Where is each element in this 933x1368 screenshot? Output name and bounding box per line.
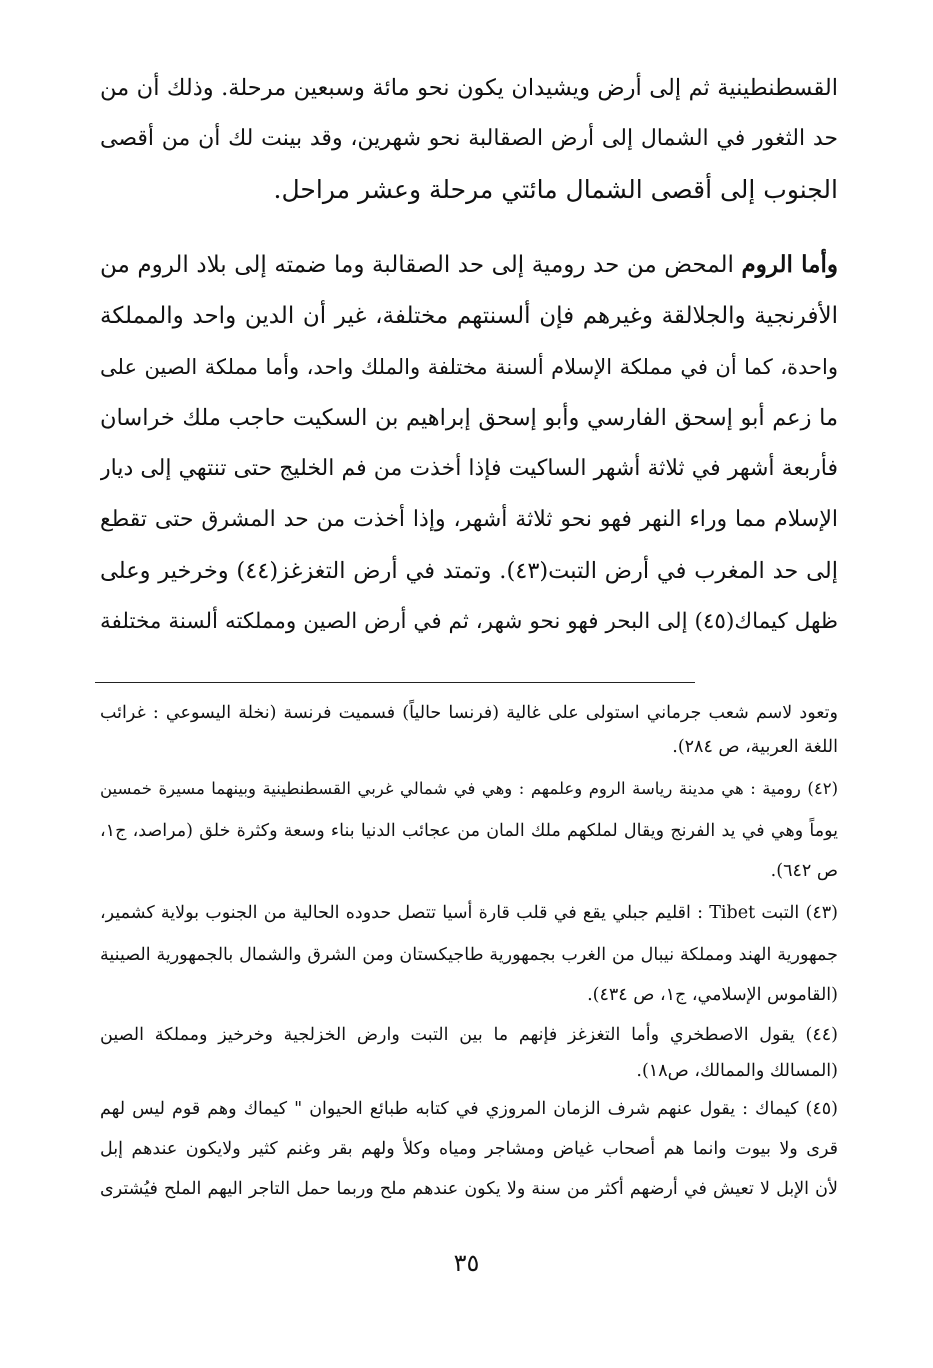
footnote-line: قرى ولا بيوت وانما هم أصحاب غياض ومشاجر ومياه وكلأ ولهم بقر وغنم كثير ولايكون عندهم إبل <box>100 1139 838 1159</box>
footnote-line: (٤٥) كيماك : يقول عنهم شرف الزمان المروزي في كتابه طبائع الحيوان " كيماك وهم قوم ليس لهم <box>100 1099 838 1119</box>
main-text-line: الإسلام مما وراء النهر فهو نحو ثلاثة أشهر، وإذا أخذت من حد المشرق حتى تقطع <box>100 507 838 532</box>
footnote-line: اللغة العربية، ص ٢٨٤). <box>672 737 838 757</box>
footnote-line: وتعود لاسم شعب جرماني استولى على غالية (فرنسا حالياً) فسميت فرنسة (نخلة اليسوعي : غرائب <box>100 703 838 723</box>
footnote-line: جمهورية الهند ومملكة نيبال من الغرب بجمهورية طاجيكستان ومن الشرق والشمال بالجمهورية الصينية <box>100 945 838 965</box>
main-text-line <box>100 243 838 291</box>
main-text-line: الأفرنجية والجلالقة وغيرهم فإن ألسنتهم مختلفة، غير أن الدين واحد والمملكة <box>100 303 838 329</box>
footnote-line: (القاموس الإسلامي، ج١، ص ٤٣٤). <box>587 985 838 1005</box>
main-text-line: ما زعم أبو إسحق الفارسي وأبو إسحق إبراهيم بن السكيت حاجب ملك خراسان <box>100 405 838 431</box>
main-text-line: واحدة، كما أن في مملكة الإسلام ألسنة مختلفة والملك واحد، وأما مملكة الصين على <box>100 355 838 379</box>
main-text-line: القسطنطينية ثم إلى أرض ويشيدان يكون نحو مائة وسبعين مرحلة. وذلك أن من <box>100 75 838 101</box>
footnote-line: (٤٣) التبت Tibet : اقليم جبلي يقع في قلب قارة أسيا تتصل حدوده الحالية من الجنوب بولاية كشمير، <box>100 903 838 923</box>
main-text-line: ظهل كيماك(٤٥) إلى البحر فهو نحو شهر، ثم في أرض الصين ومملكته ألسنة مختلفة <box>100 609 838 634</box>
footnote-line: (المسالك والممالك، ص١٨). <box>636 1061 838 1081</box>
footnote-separator <box>95 682 695 683</box>
paragraph-first-line-rest: المحض من حد رومية إلى حد الصقالبة وما ضمته إلى بلاد الروم من <box>100 252 734 278</box>
footnote-line: يوماً وهي في يد الفرنج ويقال لملكهم ملك المان من عجائب الدنيا بناء وسعة وكثرة خلق (مراصد، ج١، <box>100 821 838 841</box>
main-text-line: فأربعة أشهر في ثلاثة أشهر الساكيت فإذا أخذت من فم الخليج حتى تنتهي إلى ديار <box>100 456 838 481</box>
main-text-line: حد الثغور في الشمال إلى أرض الصقالبة نحو شهرين، وقد بينت لك أن من أقصى <box>100 126 838 151</box>
main-text-line: الجنوب إلى أقصى الشمال مائتي مرحلة وعشر مراحل. <box>273 175 838 204</box>
page-number: ٣٥ <box>453 1249 480 1277</box>
footnote-line: ص ٦٤٢). <box>770 861 838 881</box>
footnote-line: (٤٢) رومية : هي مدينة رياسة الروم وعلمهم : وهي في شمالي غربي القسطنطينية وبينهما مسيرة خمسين <box>100 779 838 798</box>
footnote-line: (٤٤) يقول الاصطخري وأما التغزغز فإنهم ما بين التبت وارض الخزلجية وخرخيز ومملكة الصين <box>100 1025 838 1045</box>
paragraph-lead: وأما الروم <box>741 251 838 278</box>
footnote-line: لأن الإبل لا تعيش في أرضهم أكثر من سنة ولا يكون عندهم ملح وربما حمل التاجر اليهم الملح فيُشترى <box>100 1179 838 1199</box>
main-text-line: إلى حد المغرب في أرض التبت(٤٣). وتمتد في أرض التغزغز(٤٤) وخرخير وعلى <box>100 558 838 584</box>
